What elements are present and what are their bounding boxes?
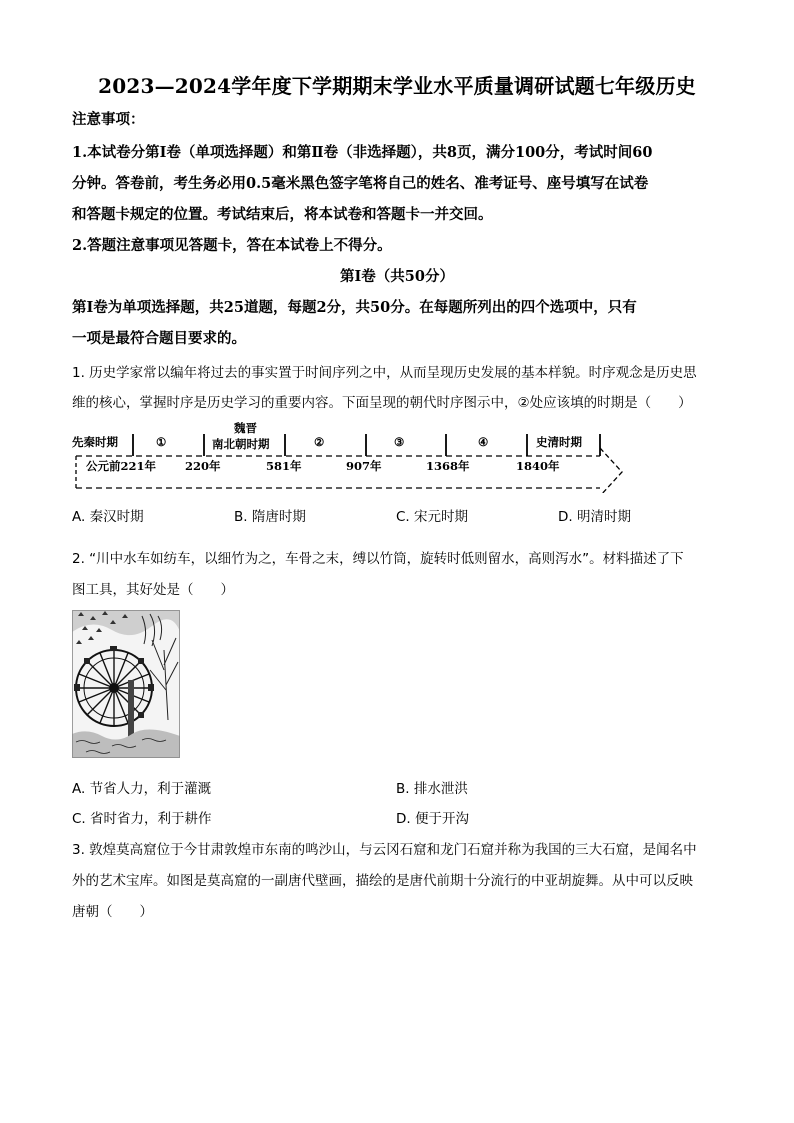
page-title: 2023—2024学年度下学期期末学业水平质量调研试题七年级历史 [98, 74, 696, 98]
q3-stem-line-1: 3. 敦煌莫高窟位于今甘肃敦煌市东南的鸣沙山，与云冈石窟和龙门石窟并称为我国的三大石窟，是闻名中 [72, 842, 697, 858]
q1-option-a[interactable]: A. 秦汉时期 [72, 509, 144, 525]
timeline-period-1: ① [156, 435, 167, 449]
q1-option-b[interactable]: B. 隋唐时期 [234, 509, 306, 525]
q1-option-d[interactable]: D. 明清时期 [558, 509, 631, 525]
q2-option-b[interactable]: B. 排水泄洪 [396, 781, 468, 797]
section-desc-2: 一项是最符合题目要求的。 [72, 330, 246, 347]
q3-stem-line-3: 唐朝（ ） [72, 904, 153, 920]
notice-line-1: 1.本试卷分第Ⅰ卷（单项选择题）和第Ⅱ卷（非选择题），共8页，满分100分，考试时间60 [72, 144, 653, 161]
notice-heading: 注意事项： [72, 111, 145, 128]
q3-stem-line-2: 外的艺术宝库。如图是莫高窟的一副唐代壁画，描绘的是唐代前期十分流行的中亚胡旋舞。从中可以反映 [72, 873, 693, 889]
timeline-date-0: 公元前221年 [86, 459, 157, 473]
dynasty-timeline [70, 418, 630, 493]
q2-option-c[interactable]: C. 省时省力，利于耕作 [72, 811, 212, 827]
timeline-period-3: 南北朝时期 [212, 437, 270, 451]
timeline-period-6: ④ [478, 435, 489, 449]
timeline-date-1: 220年 [185, 459, 221, 473]
notice-line-2: 分钟。答卷前，考生务必用0.5毫米黑色签字笔将自己的姓名、准考证号、座号填写在试卷 [72, 175, 649, 192]
timeline-date-4: 1368年 [426, 459, 470, 473]
notice-line-3: 和答题卡规定的位置。考试结束后，将本试卷和答题卡一并交回。 [72, 206, 493, 223]
timeline-date-2: 581年 [266, 459, 302, 473]
q2-option-d[interactable]: D. 便于开沟 [396, 811, 469, 827]
q1-option-c[interactable]: C. 宋元时期 [396, 509, 469, 525]
q2-stem-line-1: 2. “川中水车如纺车，以细竹为之，车骨之末，缚以竹筒，旋转时低则留水，高则泻水”。材料描述了下 [72, 551, 684, 567]
section-desc-1: 第Ⅰ卷为单项选择题，共25道题，每题2分，共50分。在每题所列出的四个选项中，只有 [72, 299, 637, 316]
notice-line-4: 2.答题注意事项见答题卡，答在本试卷上不得分。 [72, 237, 392, 254]
timeline-period-2: 魏晋 [234, 421, 257, 435]
q2-stem-line-2: 图工具，其好处是（ ） [72, 582, 234, 598]
q2-option-a[interactable]: A. 节省人力，利于灌溉 [72, 781, 212, 797]
q1-stem-line-2: 维的核心，掌握时序是历史学习的重要内容。下面呈现的朝代时序图示中，②处应该填的时期是（ ） [72, 395, 692, 411]
timeline-period-0: 先秦时期 [72, 435, 118, 449]
section-heading: 第Ⅰ卷（共50分） [340, 268, 454, 285]
waterwheel-illustration [72, 610, 180, 758]
timeline-period-4: ② [314, 435, 325, 449]
timeline-period-5: ③ [394, 435, 405, 449]
timeline-date-5: 1840年 [516, 459, 560, 473]
q1-stem-line-1: 1. 历史学家常以编年将过去的事实置于时间序列之中，从而呈现历史发展的基本样貌。时序观念是历史思 [72, 365, 697, 381]
timeline-date-3: 907年 [346, 459, 382, 473]
timeline-period-7: 史清时期 [536, 435, 582, 449]
